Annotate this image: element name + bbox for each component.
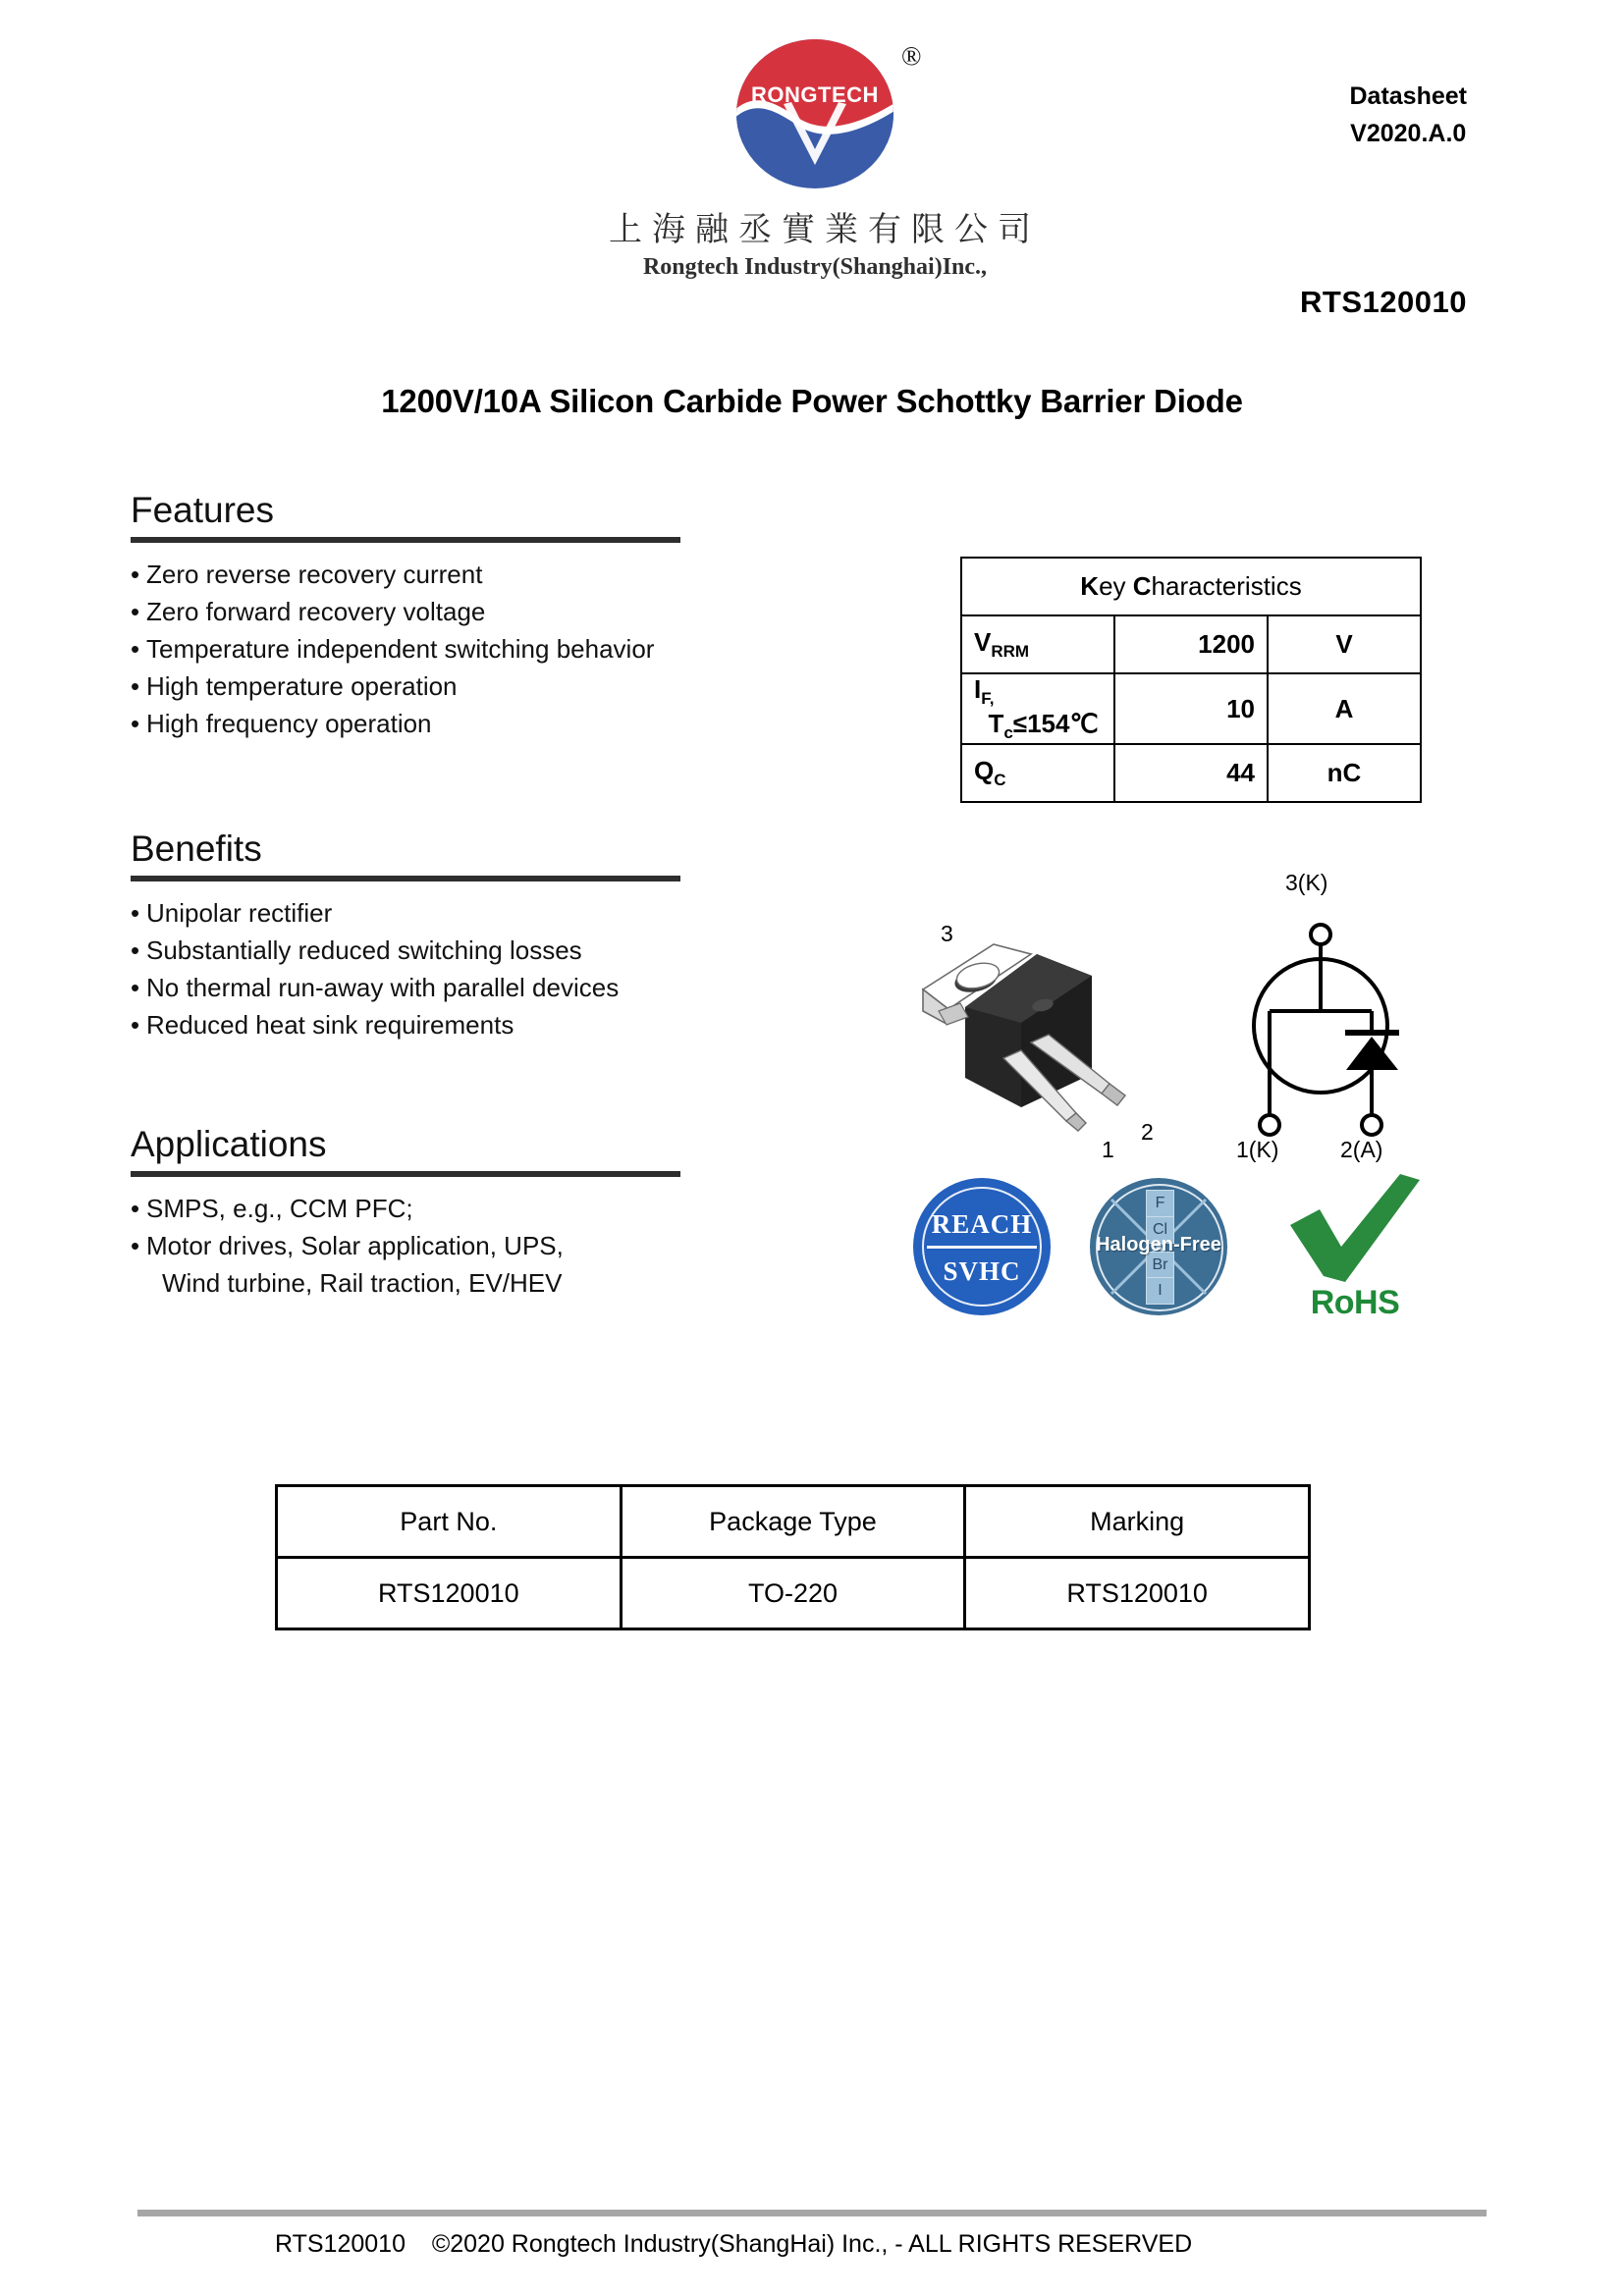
package-pin-label-2: 2 [1141, 1119, 1154, 1145]
list-item [131, 1228, 700, 1265]
kc-title-k: K [1080, 571, 1100, 601]
list-item-label: Wind turbine, Rail traction, EV/HEV [162, 1267, 563, 1298]
halogen-element-i: I [1146, 1277, 1174, 1305]
list-item [131, 668, 700, 706]
rohs-label: RoHS [1310, 1284, 1400, 1321]
bullet-icon: • [131, 670, 140, 701]
list-item-label: High frequency operation [146, 708, 432, 738]
benefits-heading: Benefits [131, 828, 262, 869]
rongtech-logo-icon [736, 39, 922, 188]
page-footer [137, 2228, 1487, 2277]
list-item [131, 1007, 700, 1044]
halogen-free-icon [1090, 1178, 1227, 1315]
rohs-icon [1276, 1170, 1434, 1322]
list-item-label: Motor drives, Solar application, UPS, [146, 1230, 564, 1260]
list-item [131, 557, 700, 594]
kc-unit-if: A [1268, 673, 1421, 744]
list-item-label: Temperature independent switching behavior [146, 633, 655, 664]
logo-circle-shape [736, 39, 893, 188]
kc-param-symbol: V [974, 626, 992, 657]
list-item [131, 1191, 700, 1228]
table-row [961, 673, 1421, 744]
key-characteristics-table [960, 557, 1422, 803]
symbol-terminal-label-3k: 3(K) [1285, 870, 1328, 895]
cell-part-no: RTS120010 [277, 1558, 622, 1629]
features-heading: Features [131, 490, 275, 530]
halogen-element-br: Br [1146, 1252, 1174, 1279]
symbol-terminal-label-1k: 1(K) [1236, 1137, 1279, 1162]
bullet-icon: • [131, 559, 140, 589]
kc-param-subscript: F, [981, 689, 995, 709]
registered-trademark-icon: ® [901, 41, 922, 71]
reach-label-line1: REACH [931, 1209, 1033, 1239]
benefits-section [131, 829, 700, 1044]
diode-symbol-figure [1203, 870, 1438, 1162]
applications-divider [131, 1171, 680, 1177]
halogen-free-label: Halogen-Free [1096, 1234, 1221, 1255]
column-header-package-type: Package Type [621, 1486, 965, 1558]
document-meta [1350, 79, 1468, 152]
bullet-icon: • [131, 596, 140, 626]
bullet-icon: • [131, 934, 140, 965]
list-item [131, 895, 700, 933]
list-item [131, 970, 700, 1007]
kc-title-haracteristics: haracteristics [1151, 571, 1302, 601]
table-row [961, 615, 1421, 673]
kc-title-c: C [1132, 571, 1152, 601]
compliance-badges [913, 1178, 1443, 1335]
list-item [131, 933, 700, 970]
list-item-label: Reduced heat sink requirements [146, 1009, 514, 1040]
package-pin-label-3: 3 [941, 921, 953, 946]
list-item-continuation [131, 1265, 700, 1303]
bullet-icon: • [131, 1193, 140, 1223]
kc-value-vrrm: 1200 [1114, 615, 1268, 673]
kc-param-extra: T [974, 709, 1004, 739]
list-item-label: Zero forward recovery voltage [146, 596, 486, 626]
list-item-label: Zero reverse recovery current [146, 559, 483, 589]
company-name-english: Rongtech Industry(Shanghai)Inc., [642, 254, 988, 280]
applications-heading: Applications [131, 1124, 327, 1164]
list-item-label: Substantially reduced switching losses [146, 934, 582, 965]
key-characteristics-title [961, 558, 1421, 615]
company-logo-block [609, 39, 1041, 281]
kc-title-ey: ey [1099, 571, 1133, 601]
kc-value-qc: 44 [1114, 744, 1268, 802]
table-row [961, 558, 1421, 615]
package-pin-label-1: 1 [1102, 1137, 1114, 1162]
halogen-element-f: F [1146, 1190, 1174, 1217]
features-list [131, 557, 700, 743]
company-name-chinese: 上海融丞實業有限公司 [609, 210, 1041, 249]
ordering-information-table [275, 1484, 1311, 1630]
table-row [277, 1558, 1310, 1629]
kc-param-extra-subscript: c [1003, 723, 1013, 743]
cell-package-type: TO-220 [621, 1558, 965, 1629]
kc-unit-qc: nC [1268, 744, 1421, 802]
kc-param-tail: ≤154℃ [1012, 709, 1099, 739]
column-header-marking: Marking [965, 1486, 1310, 1558]
list-item [131, 706, 700, 743]
applications-section [131, 1125, 700, 1303]
logo-v-shape [776, 100, 854, 183]
column-header-part-no: Part No. [277, 1486, 622, 1558]
list-item [131, 631, 700, 668]
green-checkmark-icon [1276, 1170, 1434, 1286]
kc-param-if [961, 673, 1114, 744]
list-item-label: SMPS, e.g., CCM PFC; [146, 1193, 413, 1223]
kc-value-if: 10 [1114, 673, 1268, 744]
kc-param-subscript: C [994, 771, 1006, 790]
bullet-icon: • [131, 708, 140, 738]
reach-divider [927, 1246, 1037, 1249]
kc-param-subscript: RRM [991, 642, 1030, 662]
table-header-row [277, 1486, 1310, 1558]
kc-param-symbol: Q [974, 756, 995, 786]
bullet-icon: • [131, 1230, 140, 1260]
logo-wordmark: RONGTECH [751, 82, 879, 107]
list-item [131, 594, 700, 631]
applications-list [131, 1191, 700, 1303]
doc-type-label: Datasheet [1349, 82, 1467, 110]
footer-part-number: RTS120010 [275, 2230, 406, 2258]
doc-version-label: V2020.A.0 [1350, 119, 1467, 147]
kc-param-symbol: I [974, 674, 982, 704]
to220-package-figure [884, 874, 1168, 1162]
list-item-label: Unipolar rectifier [146, 897, 333, 928]
footer-copyright: ©2020 Rongtech Industry(ShangHai) Inc., - ALL RIGHTS RESERVED [431, 2230, 1193, 2258]
schottky-diode-symbol-icon [1203, 874, 1438, 1158]
kc-param-qc [961, 744, 1114, 802]
list-item-label: No thermal run-away with parallel devices [146, 972, 620, 1002]
benefits-list [131, 895, 700, 1044]
reach-label-line2: SVHC [943, 1256, 1021, 1286]
list-item-label: High temperature operation [146, 670, 458, 701]
halogen-element-cl: Cl [1146, 1216, 1174, 1244]
kc-unit-vrrm: V [1268, 615, 1421, 673]
reach-svhc-icon [913, 1178, 1051, 1315]
to220-package-icon [884, 874, 1168, 1158]
bullet-icon: • [131, 897, 140, 928]
symbol-terminal-label-2a: 2(A) [1340, 1137, 1383, 1162]
table-row [961, 744, 1421, 802]
part-number-heading: RTS120010 [1300, 285, 1467, 319]
features-divider [131, 537, 680, 543]
footer-divider [137, 2210, 1487, 2216]
page-header [0, 0, 1624, 334]
page-title: 1200V/10A Silicon Carbide Power Schottky Barrier Diode [381, 383, 1243, 419]
bullet-icon: • [131, 1009, 140, 1040]
benefits-divider [131, 876, 680, 881]
features-section [131, 491, 700, 742]
cell-marking: RTS120010 [965, 1558, 1310, 1629]
bullet-icon: • [131, 633, 140, 664]
bullet-icon: • [131, 972, 140, 1002]
kc-param-vrrm [961, 615, 1114, 673]
